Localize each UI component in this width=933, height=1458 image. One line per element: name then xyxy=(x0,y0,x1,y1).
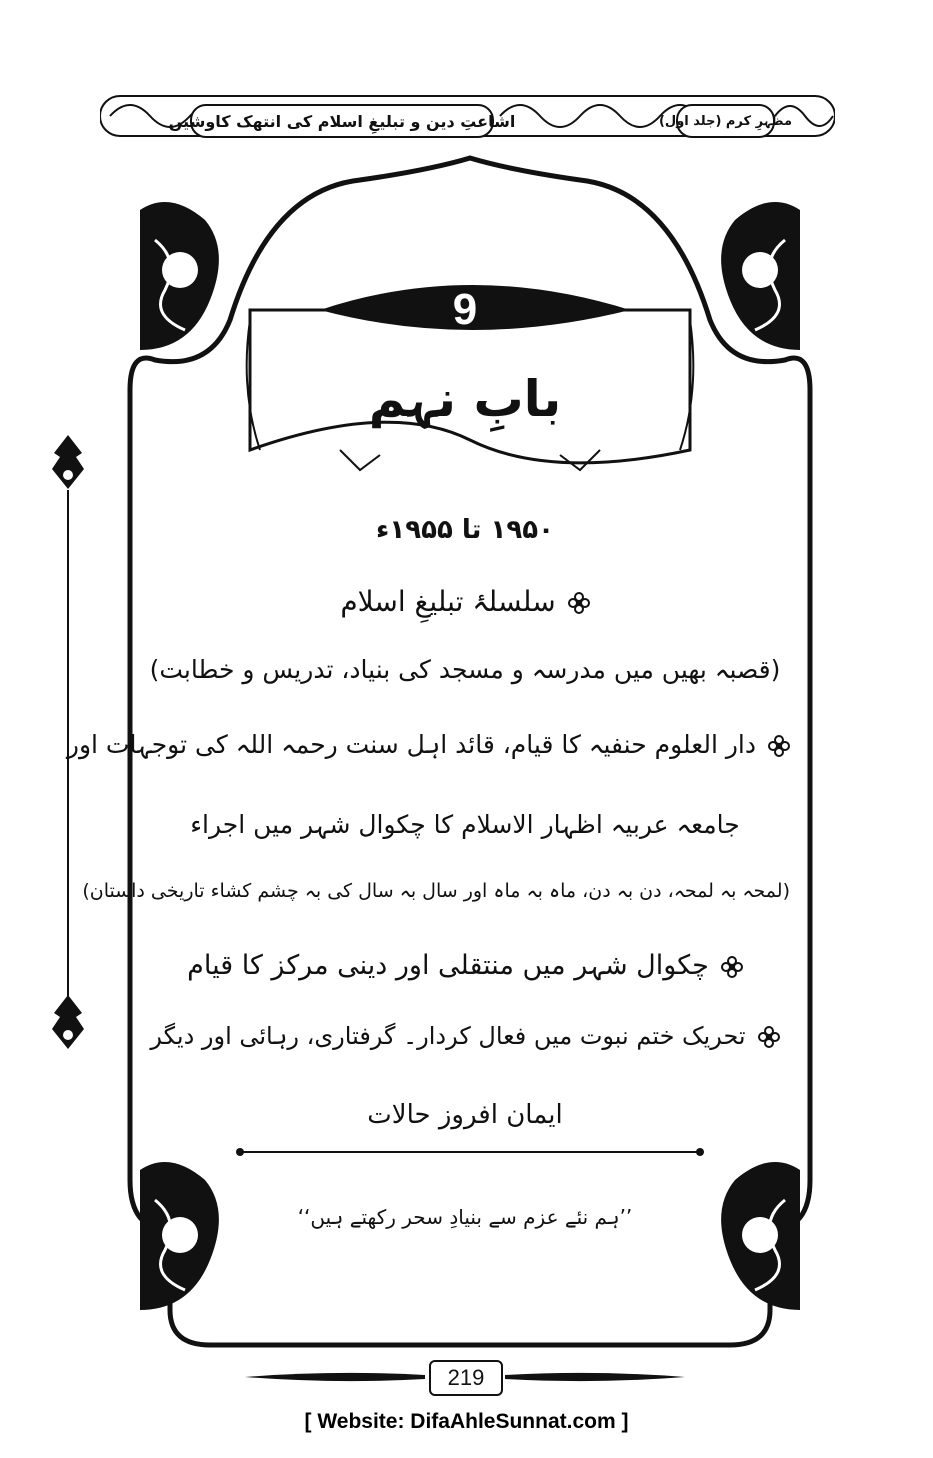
chapter-title: بابِ نہم xyxy=(368,370,562,428)
topic-4-line-1 xyxy=(140,1022,790,1050)
topic-4-line-2: ایمان افروز حالات xyxy=(367,1100,563,1130)
running-title: اشاعتِ دین و تبلیغِ اسلام کی انتھک کاوشیں xyxy=(190,104,494,138)
years-range: ۱۹۵۰ تا ۱۹۵۵ء xyxy=(376,515,554,545)
topic-1-text: سلسلۂ تبلیغِ اسلام xyxy=(340,585,556,618)
topic-1-subtitle: (قصبہ بھیں میں مدرسہ و مسجد کی بنیاد، تدریس و خطابت) xyxy=(149,655,781,684)
topic-3-text: چکوال شہر میں منتقلی اور دینی مرکز کا قیام xyxy=(187,950,709,981)
chapter-number: 9 xyxy=(452,285,478,334)
topic-3 xyxy=(140,950,790,981)
flower-bullet-icon xyxy=(568,592,590,614)
topic-2-line-2: جامعہ عربیہ اظہار الاسلام کا چکوال شہر میں اجراء xyxy=(190,810,740,839)
flower-bullet-icon xyxy=(768,735,790,757)
topic-2-line-1 xyxy=(66,730,790,759)
quote: ’’ہم نئے عزم سے بنیادِ سحر رکھتے ہیں‘‘ xyxy=(297,1205,633,1229)
topic-1 xyxy=(140,585,790,618)
topic-2-subtitle: (لمحہ بہ لمحہ، دن بہ دن، ماہ بہ ماہ اور سال بہ سال کی بہ چشم کشاء تاریخی داستان) xyxy=(82,880,790,902)
topic-2-line-1-text: دار العلوم حنفیہ کا قیام، قائد اہل سنت رحمہ اللہ کی توجہات اور xyxy=(66,730,756,759)
page-number: 219 xyxy=(429,1360,503,1396)
website-footer: [ Website: DifaAhleSunnat.com ] xyxy=(304,1410,629,1433)
topic-4-line-1-text: تحریک ختم نبوت میں فعال کردار۔ گرفتاری، رہائی اور دیگر xyxy=(150,1022,746,1050)
flower-bullet-icon xyxy=(721,956,743,978)
book-title: مظہرِ کرم (جلد اول) xyxy=(676,104,775,138)
flower-bullet-icon xyxy=(758,1026,780,1048)
